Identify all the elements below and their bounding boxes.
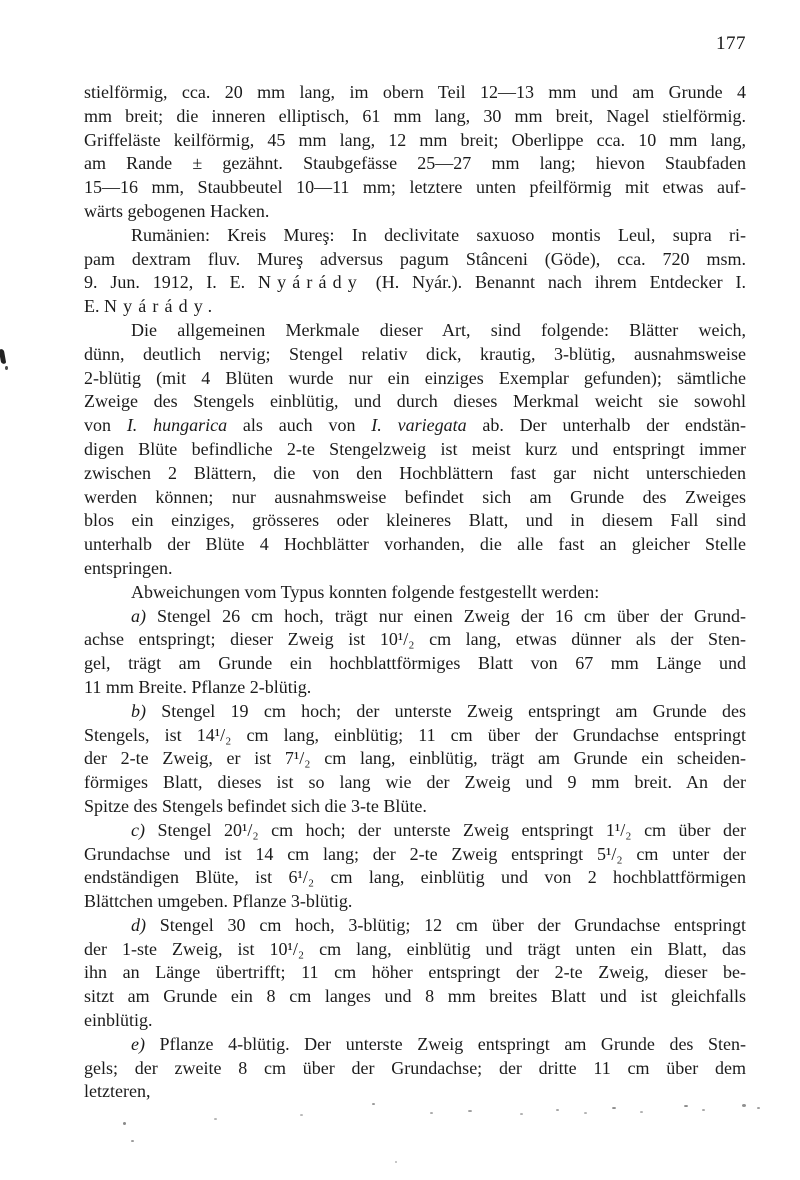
text-segment: Grundachse und ist 14 cm lang; der 2-te Zweig entspringt 5¹/₂ cm unter der	[84, 843, 746, 864]
text-line	[84, 414, 746, 438]
scan-noise-dot	[430, 1112, 433, 1114]
text-segment: wärts gebogenen Hacken.	[84, 200, 270, 221]
text-line	[84, 486, 746, 510]
text-segment: als auch von	[227, 415, 372, 436]
paragraph	[84, 319, 746, 581]
letterspaced-name-segment: Nyárády.	[104, 296, 219, 317]
paragraph	[84, 81, 746, 224]
text-block	[84, 81, 746, 1104]
text-segment: stielförmig, cca. 20 mm lang, im obern Teil 12—13 mm und am Grunde 4	[84, 82, 746, 102]
text-segment: pam dextram fluv. Mureş adversus pagum Stânceni (Göde), cca. 720 msm.	[84, 248, 746, 269]
text-segment: Rumänien: Kreis Mureş: In declivitate saxuoso montis Leul, supra ri-	[131, 224, 746, 245]
text-segment: der 2-te Zweig, er ist 7¹/₂ cm lang, einblütig, trägt am Grunde ein scheiden-	[84, 748, 746, 769]
text-line	[84, 200, 746, 224]
text-segment: 9. Jun. 1912, I. E.	[84, 272, 258, 293]
text-line	[84, 105, 746, 129]
scan-noise-dot	[300, 1114, 303, 1116]
scan-noise-dot	[372, 1103, 375, 1105]
text-line	[84, 581, 746, 605]
text-line	[84, 938, 746, 962]
text-segment: sitzt am Grunde ein 8 cm langes und 8 mm breites Blatt und ist gleichfalls	[84, 986, 746, 1007]
paragraph	[84, 605, 746, 700]
paragraph	[84, 819, 746, 914]
scan-noise-dot	[640, 1111, 643, 1113]
text-segment: E.	[84, 296, 104, 317]
scan-noise-dot	[131, 1140, 134, 1142]
text-segment: Stengel 26 cm hoch, trägt nur einen Zweig der 16 cm über der Grund-	[146, 605, 746, 626]
letterspaced-name-segment: Nyárády	[258, 272, 363, 293]
text-line	[84, 819, 746, 843]
scan-noise-dot	[612, 1107, 616, 1109]
italic-text-segment: b)	[131, 700, 146, 721]
text-segment: (H. Nyár.). Benannt nach ihrem Entdecker I.	[362, 272, 746, 293]
text-line	[84, 533, 746, 557]
text-segment: Spitze des Stengels befindet sich die 3-te Blüte.	[84, 795, 427, 816]
text-segment: letzteren,	[84, 1081, 151, 1102]
text-segment: mm breit; die inneren elliptisch, 61 mm lang, 30 mm breit, Nagel stielförmig.	[84, 105, 746, 126]
text-segment: entspringen.	[84, 557, 173, 578]
scan-noise-dot	[214, 1118, 217, 1120]
text-line	[84, 367, 746, 391]
italic-text-segment: I. variegata	[371, 415, 467, 436]
text-segment: 11 mm Breite. Pflanze 2-blütig.	[84, 676, 312, 697]
paragraph	[84, 581, 746, 605]
text-segment: einblütig.	[84, 1010, 153, 1031]
text-segment: dünn, deutlich nervig; Stengel relativ dick, krautig, 3-blütig, ausnahmsweise	[84, 343, 746, 364]
text-line	[84, 1009, 746, 1033]
text-line	[84, 652, 746, 676]
text-line	[84, 343, 746, 367]
text-segment: blos ein einziges, grösseres oder kleineres Blatt, und in diesem Fall sind	[84, 510, 746, 531]
text-segment: Abweichungen vom Typus konnten folgende festgestellt werden:	[131, 581, 600, 602]
text-line	[84, 438, 746, 462]
scan-noise-dot	[702, 1109, 705, 1111]
text-segment: Zweige des Stengels einblütig, und durch dieses Merkmal weicht sie sowohl	[84, 391, 746, 412]
text-segment: unterhalb der Blüte 4 Hochblätter vorhanden, die alle fast an gleicher Stelle	[84, 534, 746, 555]
italic-text-segment: e)	[131, 1033, 145, 1054]
text-segment: gel, trägt am Grunde ein hochblattförmiges Blatt von 67 mm Länge und	[84, 653, 746, 674]
italic-text-segment: I. hungarica	[126, 415, 228, 436]
text-segment: ab. Der unterhalb der endstän-	[466, 415, 746, 436]
text-line	[84, 628, 746, 652]
text-line	[84, 176, 746, 200]
scan-noise-dot	[757, 1107, 760, 1109]
text-line	[84, 843, 746, 867]
text-segment: förmiges Blatt, dieses ist so lang wie der Zweig und 9 mm breit. An der	[84, 772, 746, 793]
text-segment: Stengels, ist 14¹/₂ cm lang, einblütig; 11 cm über der Grundachse entspringt	[84, 724, 746, 745]
text-segment: Pflanze 4-blütig. Der unterste Zweig entspringt am Grunde des Sten-	[144, 1033, 746, 1054]
text-line	[84, 866, 746, 890]
text-line	[84, 961, 746, 985]
text-line	[84, 676, 746, 700]
text-segment: Stengel 30 cm hoch, 3-blütig; 12 cm über der Grundachse entspringt	[146, 914, 746, 935]
text-line	[84, 605, 746, 629]
text-segment: achse entspringt; dieser Zweig ist 10¹/₂ cm lang, etwas dünner als der Sten-	[84, 629, 746, 650]
text-line	[84, 81, 746, 105]
paragraph	[84, 700, 746, 819]
text-line	[84, 129, 746, 153]
text-line	[84, 771, 746, 795]
text-line	[84, 152, 746, 176]
text-segment: 15—16 mm, Staubbeutel 10—11 mm; letztere unten pfeilförmig mit etwas auf-	[84, 177, 746, 198]
text-segment: werden können; nur ausnahmsweise befindet sich am Grunde des Zweiges	[84, 486, 746, 507]
italic-text-segment: a)	[131, 605, 146, 626]
text-segment: von	[84, 415, 127, 436]
text-segment: Griffeläste keilförmig, 45 mm lang, 12 mm breit; Oberlippe cca. 10 mm lang,	[84, 129, 746, 150]
text-segment: ihn an Länge übertrifft; 11 cm höher entspringt der 2-te Zweig, dieser be-	[84, 962, 746, 983]
text-line	[84, 700, 746, 724]
page-number: 177	[716, 33, 746, 54]
scan-noise-dot	[123, 1122, 126, 1125]
text-line	[84, 224, 746, 248]
text-line	[84, 914, 746, 938]
text-line	[84, 248, 746, 272]
ink-smudge-mark	[0, 349, 6, 365]
text-segment: Die allgemeinen Merkmale dieser Art, sind folgende: Blätter weich,	[131, 319, 746, 340]
text-line	[84, 390, 746, 414]
text-segment: zwischen 2 Blättern, die von den Hochblättern fast gar nicht unterschieden	[84, 462, 746, 483]
scan-noise-dot	[684, 1105, 688, 1107]
text-line	[84, 295, 746, 319]
italic-text-segment: d)	[131, 914, 146, 935]
text-segment: digen Blüte befindliche 2-te Stengelzweig ist meist kurz und entspringt immer	[84, 438, 746, 459]
text-line	[84, 1033, 746, 1057]
paragraph	[84, 914, 746, 1033]
text-segment: Stengel 19 cm hoch; der unterste Zweig entspringt am Grunde des	[146, 700, 746, 721]
text-line	[84, 462, 746, 486]
text-line	[84, 747, 746, 771]
text-line	[84, 795, 746, 819]
scan-noise-dot	[395, 1161, 397, 1163]
italic-text-segment: c)	[131, 819, 145, 840]
text-line	[84, 319, 746, 343]
text-segment: gels; der zweite 8 cm über der Grundachse; der dritte 11 cm über dem	[84, 1057, 746, 1078]
text-segment: 2-blütig (mit 4 Blüten wurde nur ein einziges Exemplar gefunden); sämtliche	[84, 367, 746, 388]
text-line	[84, 271, 746, 295]
text-line	[84, 509, 746, 533]
text-segment: am Rande ± gezähnt. Staubgefässe 25—27 mm lang; hievon Staubfaden	[84, 153, 746, 174]
scan-noise-dot	[742, 1104, 746, 1107]
text-line	[84, 1080, 746, 1104]
text-segment: der 1-ste Zweig, ist 10¹/₂ cm lang, einblütig und trägt unten ein Blatt, das	[84, 938, 746, 959]
text-line	[84, 985, 746, 1009]
scan-noise-dot	[556, 1109, 559, 1111]
scan-noise-dot	[520, 1113, 523, 1115]
text-line	[84, 557, 746, 581]
text-line	[84, 724, 746, 748]
scan-noise-dot	[584, 1112, 587, 1114]
paragraph	[84, 1033, 746, 1104]
text-segment: Blättchen umgeben. Pflanze 3-blütig.	[84, 891, 353, 912]
ink-smudge-dot	[5, 366, 8, 370]
paragraph	[84, 224, 746, 319]
text-segment: endständigen Blüte, ist 6¹/₂ cm lang, einblütig und von 2 hochblattförmigen	[84, 867, 746, 888]
text-segment: Stengel 20¹/₂ cm hoch; der unterste Zweig entspringt 1¹/₂ cm über der	[144, 819, 746, 840]
text-line	[84, 1057, 746, 1081]
scan-noise-dot	[468, 1110, 472, 1112]
text-line	[84, 890, 746, 914]
